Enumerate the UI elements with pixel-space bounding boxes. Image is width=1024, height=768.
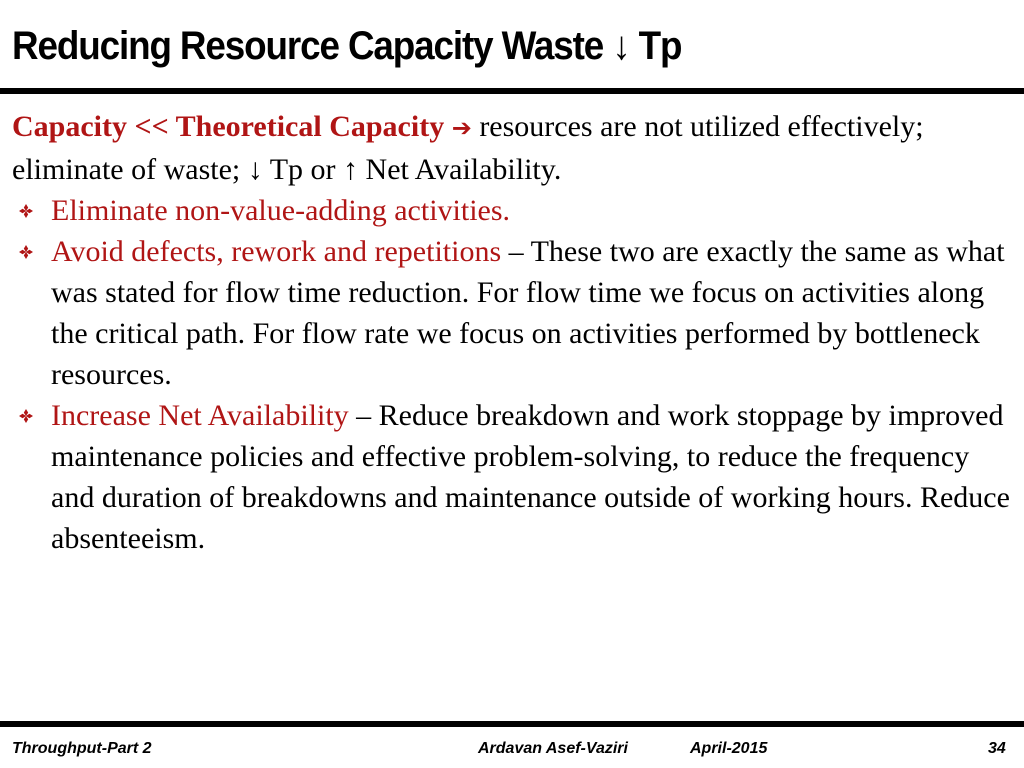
bullet-3-text: – Reduce breakdown and work stoppage by improved maintenance policies and effective problem-solving, to reduce the frequency and duration of breakdowns and maintenance outside of working hours. Reduce absenteeism. xyxy=(51,399,1010,555)
bullet-2-heading: Avoid defects, rework and repetitions xyxy=(51,235,502,268)
bullet-3-heading: Increase Net Availability xyxy=(51,399,349,432)
page-number: 34 xyxy=(988,740,1006,757)
bullet-2-text: – These two are exactly the same as what was stated for flow time reduction. For flow time we focus on activities along the critical path. For flow rate we focus on activities performed by bottleneck resources. xyxy=(51,235,1005,391)
intro-text: resources are not utilized effectively; eliminate of waste; ↓ Tp or ↑ Net Availability. xyxy=(12,110,924,186)
diamond-bullet-icon xyxy=(16,231,46,272)
footer-author: Ardavan Asef-Vaziri xyxy=(478,740,628,757)
diamond-bullet-icon xyxy=(16,190,46,231)
bullet-item-1 xyxy=(12,190,1012,231)
footer-date: April-2015 xyxy=(690,740,768,757)
slide-body xyxy=(12,106,1012,559)
footer-divider xyxy=(0,721,1024,727)
bullet-item-3 xyxy=(12,395,1012,559)
slide-title: Reducing Resource Capacity Waste ↓ Tp xyxy=(12,24,682,68)
title-divider xyxy=(0,88,1024,94)
intro-lead: Capacity << Theoretical Capacity xyxy=(12,110,445,143)
diamond-bullet-icon xyxy=(16,395,46,436)
bullet-item-2 xyxy=(12,231,1012,395)
arrow-right-icon: ➔ xyxy=(451,114,472,142)
footer-course: Throughput-Part 2 xyxy=(12,740,152,757)
intro-paragraph xyxy=(12,106,1012,190)
bullet-1-heading: Eliminate non-value-adding activities. xyxy=(51,194,511,227)
